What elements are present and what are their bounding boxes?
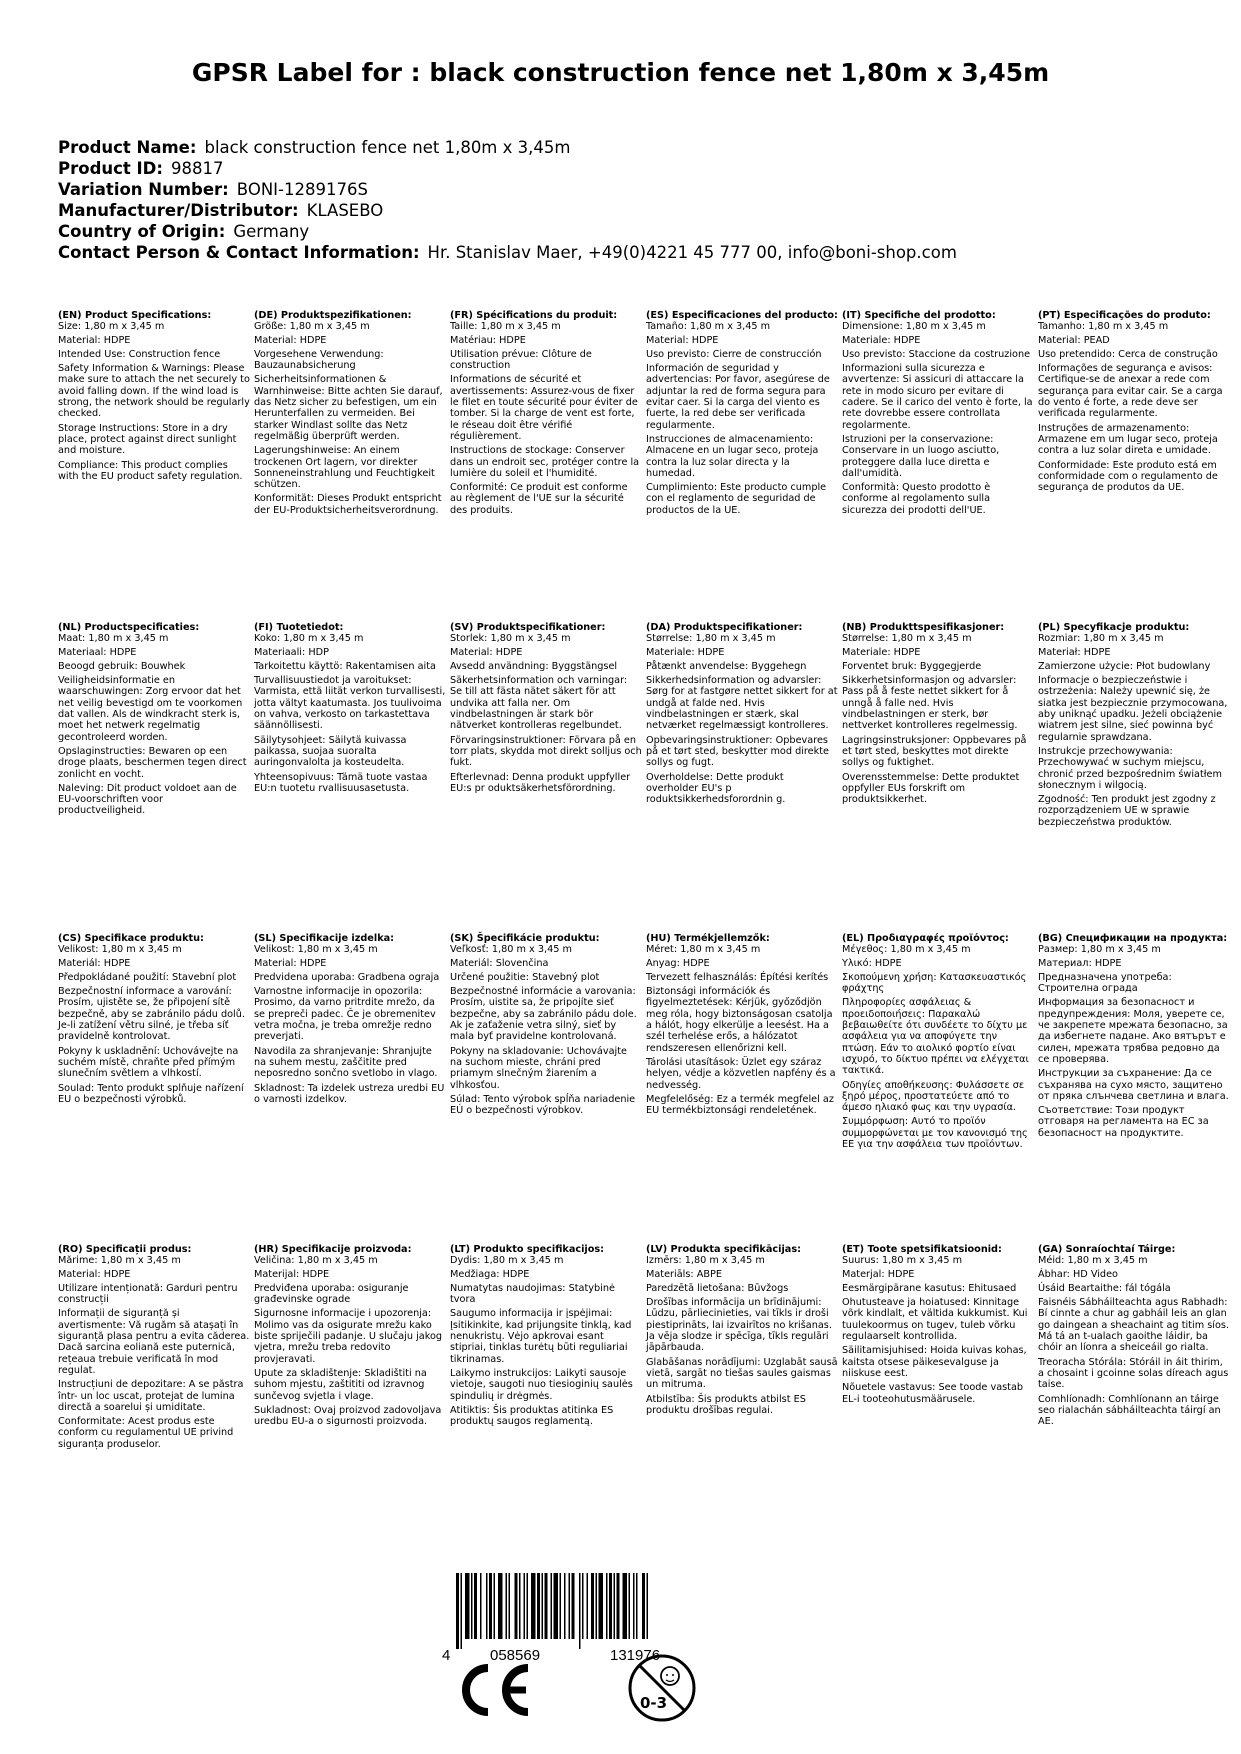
barcode-bar	[629, 1573, 631, 1639]
spec-line: Paredzētā lietošana: Būvžogs	[646, 1282, 789, 1294]
spec-line: Ohutusteave ja hoiatused: Kinnitage võrk kindlalt, et vältida kukkumist. Kui tuulekoormus on tugev, tuleb võrku regulaarselt kontrollida.	[842, 1297, 1028, 1343]
baby-face-icon	[661, 1667, 679, 1685]
spec-line: Skladnost: Ta izdelek ustreza uredbi EU o varnosti izdelkov.	[254, 1082, 445, 1105]
spec-section	[646, 310, 838, 519]
barcode-bar	[471, 1573, 473, 1639]
barcode-digits-prefix: 4	[442, 1647, 451, 1663]
spec-line: Uso pretendido: Cerca de construção	[1038, 348, 1218, 360]
barcode-bar	[509, 1573, 511, 1639]
spec-line: Размер: 1,80 m x 3,45 m	[1038, 944, 1161, 956]
spec-line: Taille: 1,80 m x 3,45 m	[450, 321, 561, 333]
spec-line: Megfelelőség: Ez a termék megfelel az EU termékbiztonsági rendeletének.	[646, 1093, 834, 1117]
spec-line: Nõuetele vastavus: See toode vastab EL-i tooteohutusmäärusele.	[842, 1382, 1024, 1405]
spec-line: Förvaringsinstruktioner: Förvara på en torr plats, skydda mot direkt solljus och fukt.	[450, 734, 642, 769]
barcode-bar	[489, 1573, 492, 1639]
spec-line: Инструкции за съхранение: Да се съхранява на сухо място, защитено от пряка слънчева светлина и влага.	[1038, 1068, 1229, 1102]
spec-section	[842, 310, 1034, 519]
spec-line: Sikkerhetsinformasjon og advarsler: Pass på å feste nettet sikkert for å unngå å falle ned. Hvis vindbelastningen er sterk, bør nettverket kontrolleres regelmessig.	[842, 675, 1018, 732]
spec-line: Safety Information & Warnings: Please make sure to attach the net securely to avoid falling down. If the wind load is strong, the network should be regularly checked.	[58, 363, 250, 420]
spec-line: Material: HDPE	[58, 334, 131, 346]
spec-section	[842, 1244, 1034, 1408]
spec-line: Conformité: Ce produit est conforme au règlement de l'UE sur la sécurité des produits.	[450, 482, 628, 516]
spec-line: Pokyny k uskladnění: Uchovávejte na suchém místě, chraňte před přímým slunečním světlem a vlhkostí.	[58, 1045, 239, 1080]
spec-line: Zamierzone użycie: Płot budowlany	[1038, 660, 1211, 672]
spec-line: Påtænkt anvendelse: Byggehegn	[646, 660, 807, 672]
barcode-bar	[506, 1573, 508, 1639]
spec-line: Suurus: 1,80 m x 3,45 m	[842, 1255, 963, 1267]
spec-section	[842, 622, 1034, 808]
spec-line: Materiāls: ABPE	[646, 1268, 722, 1280]
spec-line: Úsáid Beartaithe: fál tógála	[1038, 1282, 1171, 1294]
barcode-bar	[564, 1573, 566, 1639]
spec-section-header: (FI) Tuotetiedot:	[254, 622, 344, 633]
spec-line: Upute za skladištenje: Skladištiti na suhom mjestu, zaštititi od izravnog sunčevog svjetla i vlage.	[254, 1367, 427, 1402]
spec-section	[842, 933, 1034, 1153]
spec-line: Materiał: HDPE	[1038, 646, 1111, 658]
barcode-bar	[527, 1573, 529, 1639]
spec-section-header: (GA) Sonraíochtaí Táirge:	[1038, 1244, 1176, 1255]
spec-line: Materiaal: HDPE	[58, 646, 137, 658]
product-name-label: Product Name:	[58, 138, 197, 157]
spec-line: Instructions de stockage: Conserver dans un endroit sec, protéger contre la lumière du soleil et l'humidité.	[450, 445, 640, 479]
spec-line: Materiale: HDPE	[842, 334, 921, 346]
spec-section-header: (PT) Especificações do produto:	[1038, 310, 1211, 321]
age-warning-0-3-icon	[626, 1652, 698, 1724]
spec-section-header: (ES) Especificaciones del producto:	[646, 310, 838, 321]
spec-line: Size: 1,80 m x 3,45 m	[58, 321, 165, 333]
barcode-bar	[542, 1573, 544, 1639]
spec-section-header: (NL) Productspecificaties:	[58, 622, 200, 633]
barcode-bar	[647, 1573, 649, 1639]
barcode-digits-left: 058569	[490, 1647, 541, 1663]
spec-section	[254, 622, 446, 797]
spec-line: Koko: 1,80 m x 3,45 m	[254, 633, 364, 645]
spec-line: Säkerhetsinformation och varningar: Se till att fästa nätet säkert för att undvika att falla ner. Om vindbelastningen är stark bör nätverket kontrolleras regelbundet.	[450, 675, 628, 732]
spec-line: Sukladnost: Ovaj proizvod zadovoljava uredbu EU-a o sigurnosti proizvoda.	[254, 1404, 442, 1428]
spec-line: Vorgesehene Verwendung: Bauzaunabsicherung	[254, 348, 384, 372]
spec-section	[646, 622, 838, 808]
spec-line: Materiale: HDPE	[842, 646, 921, 658]
barcode-bar	[614, 1573, 616, 1639]
spec-line: Conformitate: Acest produs este conform cu regulamentul UE privind siguranța produselor.	[58, 1416, 234, 1450]
spec-line: Material: HDPE	[646, 334, 719, 346]
spec-line: Eesmärgipärane kasutus: Ehitusaed	[842, 1282, 1017, 1294]
spec-section-header: (BG) Спецификации на продукта:	[1038, 933, 1228, 944]
spec-line: Materiaali: HDP	[254, 646, 329, 658]
spec-section	[646, 933, 838, 1119]
spec-section	[450, 310, 642, 519]
spec-section	[1038, 933, 1230, 1142]
spec-line: Tervezett felhasználás: Építési kerítés	[646, 971, 829, 983]
spec-section	[58, 1244, 250, 1453]
spec-line: Veiligheidsinformatie en waarschuwingen: Zorg ervoor dat het net veilig bevestigd om te voorkomen dat vallen. Als de windkracht sterk is, moet het netwerk regelmatig gecontroleerd worden.	[58, 675, 243, 743]
spec-section	[450, 933, 642, 1119]
barcode-bar	[591, 1573, 594, 1639]
spec-line: Instrucțiuni de depozitare: A se păstra într- un loc uscat, protejat de lumina directă a soarelui și umiditate.	[58, 1379, 244, 1413]
spec-line: Utilizare intenționată: Garduri pentru construcții	[58, 1282, 238, 1306]
spec-section	[254, 310, 446, 519]
spec-line: Konformität: Dieses Produkt entspricht der EU-Produktsicherheitsverordnung.	[254, 493, 442, 516]
barcode-bar	[498, 1573, 503, 1639]
spec-line: Materiale: HDPE	[646, 646, 725, 658]
spec-line: Naleving: Dit product voldoet aan de EU-voorschriften voor productveiligheid.	[58, 782, 237, 817]
spec-section-header: (NB) Produkttspesifikasjoner:	[842, 622, 1005, 633]
spec-section-header: (PL) Specyfikacje produktu:	[1038, 622, 1190, 633]
spec-section-header: (RO) Specificații produs:	[58, 1244, 192, 1255]
spec-line: Cumplimiento: Este producto cumple con el reglamento de seguridad de productos de la UE.	[646, 482, 827, 516]
spec-line: Varnostne informacije in opozorila: Prosimo, da varno pritrdite mrežo, da se prepreči padec. Če je obremenitev vetra močna, je treba omrežje redno preverjati.	[254, 986, 436, 1043]
spec-section-header: (HR) Specifikacije proizvoda:	[254, 1244, 412, 1255]
product-name-value: black construction fence net 1,80m x 3,45m	[204, 138, 571, 157]
spec-line: Tamanho: 1,80 m x 3,45 m	[1038, 321, 1169, 333]
spec-section	[58, 933, 250, 1108]
spec-line: Materiál: Slovenčina	[450, 957, 549, 969]
barcode-bar	[623, 1573, 628, 1639]
spec-line: Tamaño: 1,80 m x 3,45 m	[646, 321, 771, 333]
spec-line: Forventet bruk: Byggegjerde	[842, 660, 982, 672]
spec-line: Предназначена употреба: Строителна ограда	[1038, 971, 1172, 995]
product-name-row	[58, 137, 1198, 158]
spec-line: Materiál: HDPE	[58, 957, 131, 969]
spec-line: Mărime: 1,80 m x 3,45 m	[58, 1255, 181, 1267]
spec-line: Súlad: Tento výrobok spĺňa nariadenie EÚ o bezpečnosti výrobkov.	[450, 1093, 636, 1117]
product-id-label: Product ID:	[58, 159, 163, 178]
spec-line: Tárolási utasítások: Üzlet egy száraz helyen, védje a közvetlen napfény és a nedvesség.	[646, 1056, 836, 1091]
variation-number-value: BONI-1289176S	[236, 180, 368, 199]
barcode-bar	[636, 1573, 638, 1639]
contact-row	[58, 242, 1198, 263]
spec-line: Laikymo instrukcijos: Laikyti sausoje vietoje, saugoti nuo tiesioginių saulės spindulių ir drėgmės.	[450, 1367, 633, 1402]
barcode-bar	[606, 1573, 608, 1639]
spec-line: Beoogd gebruik: Bouwhek	[58, 660, 186, 672]
spec-section-header: (HU) Termékjellemzők:	[646, 933, 770, 944]
barcode-bar	[474, 1573, 477, 1639]
spec-line: Материал: HDPE	[1038, 957, 1122, 969]
spec-line: Storlek: 1,80 m x 3,45 m	[450, 633, 571, 645]
spec-line: Overensstemmelse: Dette produktet oppfyller EUs forskrift om produktsikkerhet.	[842, 771, 1020, 806]
barcode-bar	[551, 1573, 553, 1639]
spec-section-header: (LV) Produkta specifikācijas:	[646, 1244, 801, 1255]
spec-line: Tarkoitettu käyttö: Rakentamisen aita	[254, 660, 436, 672]
spec-line: Glabāšanas norādījumi: Uzglabāt sausā vietā, sargāt no tiešas saules gaismas un mitruma.	[646, 1356, 838, 1391]
barcode-bar	[599, 1573, 604, 1639]
spec-section-header: (FR) Spécifications du produit:	[450, 310, 618, 321]
spec-line: Uso previsto: Cierre de construcción	[646, 348, 822, 360]
spec-line: Opbevaringsinstruktioner: Opbevares på et tørt sted, beskytter mod direkte sollys og fugt.	[646, 734, 830, 769]
spec-line: Atitiktis: Šis produktas atitinka ES produktų saugos reglamentą.	[450, 1404, 614, 1428]
barcode-bar	[461, 1573, 463, 1649]
variation-number-label: Variation Number:	[58, 180, 229, 199]
spec-line: Saugumo informacija ir įspėjimai: Įsitikinkite, kad prijungsite tinklą, kad nenukristų. Vėjo apkrovai esant stipriai, tinklas turėtų būti reguliariai tikrinamas.	[450, 1308, 632, 1365]
variation-number-row	[58, 179, 1198, 200]
spec-line: Avsedd användning: Byggstängsel	[450, 660, 618, 672]
barcode-bar	[596, 1573, 598, 1639]
barcode-bar	[642, 1573, 645, 1639]
spec-line: Dydis: 1,80 m x 3,45 m	[450, 1255, 564, 1267]
barcode-bar	[486, 1573, 488, 1639]
manufacturer-value: KLASEBO	[306, 201, 384, 220]
spec-line: Intended Use: Construction fence	[58, 348, 221, 360]
spec-line: Předpokládané použití: Stavební plot	[58, 971, 237, 983]
spec-line: Informații de siguranță și avertismente: Vă rugăm să atașați în siguranță plasa pentru a evita căderea. Dacă sarcina eoliană este puternică, rețeaua trebuie verificată în mod regulat.	[58, 1308, 250, 1376]
spec-line: Съответствие: Този продукт отговаря на регламента на ЕС за безопасност на продуктите.	[1038, 1105, 1209, 1139]
spec-line: Instruções de armazenamento: Armazene em um lugar seco, proteja contra a luz solar direta e umidade.	[1038, 422, 1218, 457]
spec-section-header: (CS) Specifikace produktu:	[58, 933, 204, 944]
spec-line: Uso previsto: Staccione da costruzione	[842, 348, 1031, 360]
spec-line: Σκοπούμενη χρήση: Κατασκευαστικός φράχτης	[842, 971, 1027, 995]
product-info	[58, 137, 1198, 263]
spec-line: Ábhar: HD Video	[1038, 1268, 1118, 1280]
spec-section-header: (ET) Toote spetsifikatsioonid:	[842, 1244, 1002, 1255]
spec-section	[254, 933, 446, 1108]
spec-line: Informations de sécurité et avertissements: Assurez-vous de fixer le filet en toute sécurité pour éviter de tomber. Si la charge de vent est forte, le réseau doit être vérifié régulièrement.	[450, 374, 638, 442]
manufacturer-label: Manufacturer/Distributor:	[58, 201, 299, 220]
spec-line: Πληροφορίες ασφάλειας & προειδοποιήσεις: Παρακαλώ βεβαιωθείτε ότι συνδέετε το δίχτυ με ασφάλεια για να αποφύγετε την πτώση. Εάν το αιολικό φορτίο είναι ισχυρό, το δίκτυο πρέπει να ελέγχεται τακτικά.	[842, 997, 1029, 1077]
spec-line: Storage Instructions: Store in a dry place, protect against direct sunlight and moisture.	[58, 422, 237, 457]
spec-line: Bezpečnostní informace a varování: Prosím, ujistěte se, že připojení sítě bezpečně, aby se zabránilo pádu dolů. Je-li zatížení větru silné, je třeba síť pravidelně kontrolovat.	[58, 986, 245, 1043]
spec-line: Instrukcje przechowywania: Przechowywać w suchym miejscu, chronić przed bezpośrednim światłem słonecznym i wilgocią.	[1038, 745, 1222, 791]
barcode-bar	[560, 1573, 562, 1639]
spec-line: Material: HDPE	[450, 646, 523, 658]
spec-line: Instrucciones de almacenamiento: Almacene en un lugar seco, proteja contra la luz solar directa y la humedad.	[646, 433, 819, 479]
spec-line: Efterlevnad: Denna produkt uppfyller EU:s pr oduktsäkerhetsförordning.	[450, 771, 631, 794]
spec-line: Информация за безопасност и предупреждения: Моля, уверете се, че закрепете мрежата безопасно, за да избегнете падане. Ако вятърът е силен, мрежата трябва редовно да се проверява.	[1038, 997, 1228, 1065]
spec-section	[58, 310, 250, 485]
spec-line: Informações de segurança e avisos: Certifique-se de anexar a rede com segurança para evitar cair. Se a carga do vento é forte, a rede deve ser verificada regularmente.	[1038, 363, 1223, 420]
spec-line: Predvidena uporaba: Gradbena ograja	[254, 971, 440, 983]
spec-line: Utilisation prévue: Clôture de construction	[450, 348, 592, 372]
contact-label: Contact Person & Contact Information:	[58, 243, 420, 262]
spec-line: Méid: 1,80 m x 3,45 m	[1038, 1255, 1148, 1267]
barcode-bar	[569, 1573, 571, 1639]
barcode-bar	[531, 1573, 536, 1639]
spec-line: Anyag: HDPE	[646, 957, 710, 969]
contact-value: Hr. Stanislav Maer, +49(0)4221 45 777 00, info@boni-shop.com	[427, 243, 957, 262]
spec-line: Maat: 1,80 m x 3,45 m	[58, 633, 169, 645]
spec-line: Navodila za shranjevanje: Shranjujte na suhem mestu, zaščitite pred neposredno sončno svetlobo in vlago.	[254, 1045, 438, 1080]
spec-section-header: (SV) Produktspecifikationer:	[450, 622, 606, 633]
spec-line: Medžiaga: HDPE	[450, 1268, 530, 1280]
barcode-bar	[456, 1573, 459, 1649]
barcode-bar	[587, 1573, 589, 1639]
spec-section-header: (IT) Specifiche del prodotto:	[842, 310, 996, 321]
barcode-bar	[572, 1573, 575, 1639]
spec-section	[254, 1244, 446, 1430]
spec-line: Soulad: Tento produkt splňuje nařízení EU o bezpečnosti výrobků.	[58, 1082, 244, 1105]
spec-section	[646, 1244, 838, 1419]
barcode-digits-right: 131976	[610, 1647, 661, 1663]
barcode-bar	[582, 1573, 584, 1639]
spec-line: Rozmiar: 1,80 m x 3,45 m	[1038, 633, 1164, 645]
spec-line: Biztonsági információk és figyelmeztetések: Kérjük, győződjön meg róla, hogy biztonságosan csatolja a hálót, hogy elkerülje a leesést. Ha a szél terhelése erős, a hálózatot rendszeresen ellenőrizni kell.	[646, 986, 833, 1054]
spec-line: Určené použitie: Stavebný plot	[450, 971, 600, 983]
spec-line: Atbilstība: Šis produkts atbilst ES produktu drošības regulai.	[646, 1393, 806, 1416]
spec-line: Veličina: 1,80 m x 3,45 m	[254, 1255, 378, 1267]
spec-line: Μέγεθος: 1,80 m x 3,45 m	[842, 944, 971, 956]
spec-line: Overholdelse: Dette produkt overholder EU's p roduktsikkerhedsforordnin g.	[646, 771, 786, 806]
spec-section	[58, 622, 250, 820]
spec-section-header: (SK) Špecifikácie produktu:	[450, 933, 600, 944]
spec-line: Lagringsinstruksjoner: Oppbevares på et tørt sted, beskyttes mot direkte sollys og fuktighet.	[842, 734, 1027, 769]
spec-line: Compliance: This product complies with the EU product safety regulation.	[58, 459, 243, 482]
ce-mark-icon	[452, 1660, 534, 1720]
barcode-bar	[465, 1573, 470, 1639]
spec-line: Informazioni sulla sicurezza e avvertenze: Si assicuri di attaccare la rete in modo sicuro per evitare di cadere. Se il carico del vento è forte, la rete dovrebbe essere controllata regolarmente.	[842, 363, 1033, 431]
barcode-bar	[579, 1573, 581, 1649]
spec-line: Sikkerhedsinformation og advarsler: Sørg for at fastgøre nettet sikkert for at undgå at falde ned. Hvis vindbelastningen er stærk, skal netværket regelmæssigt kontrolleres.	[646, 675, 838, 732]
spec-line: Comhlíonadh: Comhlíonann an táirge seo rialachán sábháilteachta táirgí an AE.	[1038, 1393, 1221, 1428]
spec-section-header: (DA) Produktspecifikationer:	[646, 622, 803, 633]
spec-line: Conformidade: Este produto está em conformidade com o regulamento de segurança de produtos da UE.	[1038, 459, 1218, 494]
barcode-bars	[456, 1573, 648, 1649]
spec-section-header: (EL) Προδιαγραφές προϊόντος:	[842, 933, 1009, 944]
spec-line: Dimensione: 1,80 m x 3,45 m	[842, 321, 986, 333]
spec-line: Numatytas naudojimas: Statybinė tvora	[450, 1282, 615, 1306]
spec-line: Størrelse: 1,80 m x 3,45 m	[646, 633, 776, 645]
spec-section	[1038, 622, 1230, 831]
barcode-bar	[545, 1573, 548, 1639]
spec-section	[450, 622, 642, 797]
spec-line: Predviđena uporaba: osiguranje građevinske ograde	[254, 1282, 409, 1306]
spec-line: Säilytysohjeet: Säilytä kuivassa paikassa, suojaa suoralta auringonvalolta ja kosteudelta.	[254, 734, 407, 769]
spec-line: Turvallisuustiedot ja varoitukset: Varmista, että liität verkon turvallisesti, jotta vältyt kaatumasta. Jos tuulivoima on vahva, verkosto on tarkastettava säännöllisesti.	[254, 675, 446, 732]
barcode-bar	[519, 1573, 521, 1639]
spec-line: Størrelse: 1,80 m x 3,45 m	[842, 633, 972, 645]
spec-line: Οδηγίες αποθήκευσης: Φυλάσσετε σε ξηρό μέρος, προστατεύετε από το άμεσο ηλιακό φως και την υγρασία.	[842, 1079, 1025, 1114]
ean-barcode	[432, 1573, 718, 1663]
barcode-bar	[633, 1573, 635, 1639]
country-of-origin-label: Country of Origin:	[58, 222, 226, 241]
spec-line: Velikost: 1,80 m x 3,45 m	[58, 944, 182, 956]
spec-line: Zgodność: Ten produkt jest zgodny z rozporządzeniem UE w sprawie bezpieczeństwa produktów.	[1038, 794, 1216, 828]
country-of-origin-row	[58, 221, 1198, 242]
barcode-bar	[515, 1573, 518, 1639]
spec-line: Sicherheitsinformationen & Warnhinweise: Bitte achten Sie darauf, das Netz sicher zu befestigen, um ein Herunterfallen zu vermeiden. Bei starker Windlast sollte das Netz regelmäßig überprüft werden.	[254, 374, 443, 442]
barcode-bar	[537, 1573, 540, 1639]
country-of-origin-value: Germany	[233, 222, 310, 241]
spec-line: Material: HDPE	[254, 334, 327, 346]
spec-section	[1038, 1244, 1230, 1430]
spec-line: Material: HDPE	[254, 957, 327, 969]
page-title: GPSR Label for : black construction fence net 1,80m x 3,45m	[191, 58, 1050, 87]
barcode-bar	[480, 1573, 482, 1639]
spec-line: Υλικό: HDPE	[842, 957, 902, 969]
spec-line: Velikost: 1,80 m x 3,45 m	[254, 944, 378, 956]
product-id-value: 98817	[170, 159, 224, 178]
spec-line: Pokyny na skladovanie: Uchovávajte na suchom mieste, chráni pred priamym slnečným žiarením a vlhkosťou.	[450, 1045, 627, 1091]
spec-line: Informacje o bezpieczeństwie i ostrzeżenia: Należy upewnić się, że siatka jest bezpiecznie przymocowana, aby uniknąć upadku. Jeżeli obciążenie wiatrem jest silne, sieć powinna być regularnie sprawdzana.	[1038, 675, 1228, 743]
spec-section-header: (EN) Product Specifications:	[58, 310, 212, 321]
spec-line: Faisnéis Sábháilteachta agus Rabhadh: Bí cinnte a chur ag gabháil leis an glan go daingean a sheachaint ag titim síos. Má tá an t-ualach gaoithe láidir, ba chóir an líonra a sheiceáil go rialta.	[1038, 1297, 1230, 1354]
spec-line: Material: PEAD	[1038, 334, 1110, 346]
spec-section-header: (DE) Produktspezifikationen:	[254, 310, 412, 321]
spec-line: Bezpečnostné informácie a varovania: Prosím, uistite sa, že pripojíte sieť bezpečne, aby sa zabránilo pádu dole. Ak je zaťaženie vetra silný, sieť by mala byť pravidelne kontrolovaná.	[450, 986, 637, 1043]
spec-section	[1038, 310, 1230, 496]
spec-line: Opslaginstructies: Bewaren op een droge plaats, beschermen tegen direct zonlicht en vocht.	[58, 745, 247, 780]
spec-line: Material: HDPE	[58, 1268, 131, 1280]
spec-line: Συμμόρφωση: Αυτό το προϊόν συμμορφώνεται με τον κανονισμό της ΕΕ για την ασφάλεια των προϊόντων.	[842, 1116, 1028, 1151]
spec-line: Istruzioni per la conservazione: Conservare in un luogo asciutto, proteggere dalla luce diretta e dall'umidità.	[842, 433, 1000, 479]
spec-line: Größe: 1,80 m x 3,45 m	[254, 321, 370, 333]
spec-section-header: (SL) Specifikacije izdelka:	[254, 933, 395, 944]
spec-line: Treoracha Stórála: Stóráil in áit thirim, a chosaint i gcoinne solas díreach agus taise.	[1038, 1356, 1229, 1391]
spec-line: Información de seguridad y advertencias: Por favor, asegúrese de adjuntar la red de forma segura para evitar caer. Si la carga del viento es fuerte, la red debe ser verificada regularmente.	[646, 363, 830, 431]
spec-line: Drošības informācija un brīdinājumi: Lūdzu, pārliecinieties, vai tīkls ir droši piestiprināts, lai izvairītos no krišanas. Ja vēja slodze ir spēcīga, tīkls regulāri jāpārbauda.	[646, 1297, 832, 1354]
spec-line: Matériau: HDPE	[450, 334, 526, 346]
spec-line: Materijal: HDPE	[254, 1268, 330, 1280]
age-range-text: 0-3	[640, 1694, 668, 1712]
manufacturer-row	[58, 200, 1198, 221]
barcode-bar	[554, 1573, 559, 1639]
spec-line: Säilitamisjuhised: Hoida kuivas kohas, kaitsta otsese päikesevalguse ja niiskuse eest.	[842, 1345, 1027, 1379]
spec-line: Materjal: HDPE	[842, 1268, 915, 1280]
spec-line: Lagerungshinweise: An einem trockenen Ort lagern, vor direkter Sonneneinstrahlung und Feuchtigkeit schützen.	[254, 445, 435, 491]
barcode-bar	[494, 1573, 496, 1639]
spec-line: Izmērs: 1,80 m x 3,45 m	[646, 1255, 765, 1267]
product-id-row	[58, 158, 1198, 179]
spec-line: Yhteensopivuus: Tämä tuote vastaa EU:n tuotetu rvallisuusasetusta.	[254, 771, 428, 794]
spec-section-header: (LT) Produkto specifikacijos:	[450, 1244, 605, 1255]
spec-line: Sigurnosne informacije i upozorenja: Molimo vas da osigurate mrežu kako biste spriječili padanje. U slučaju jakog vjetra, mrežu treba redovito provjeravati.	[254, 1308, 443, 1365]
spec-section	[450, 1244, 642, 1430]
spec-line: Veľkosť: 1,80 m x 3,45 m	[450, 944, 572, 956]
barcode-bar	[524, 1573, 526, 1639]
barcode-bar	[617, 1573, 620, 1639]
spec-line: Conformità: Questo prodotto è conforme al regolamento sulla sicurezza dei prodotti dell'UE.	[842, 482, 991, 516]
spec-line: Méret: 1,80 m x 3,45 m	[646, 944, 761, 956]
barcode-bar	[609, 1573, 612, 1639]
